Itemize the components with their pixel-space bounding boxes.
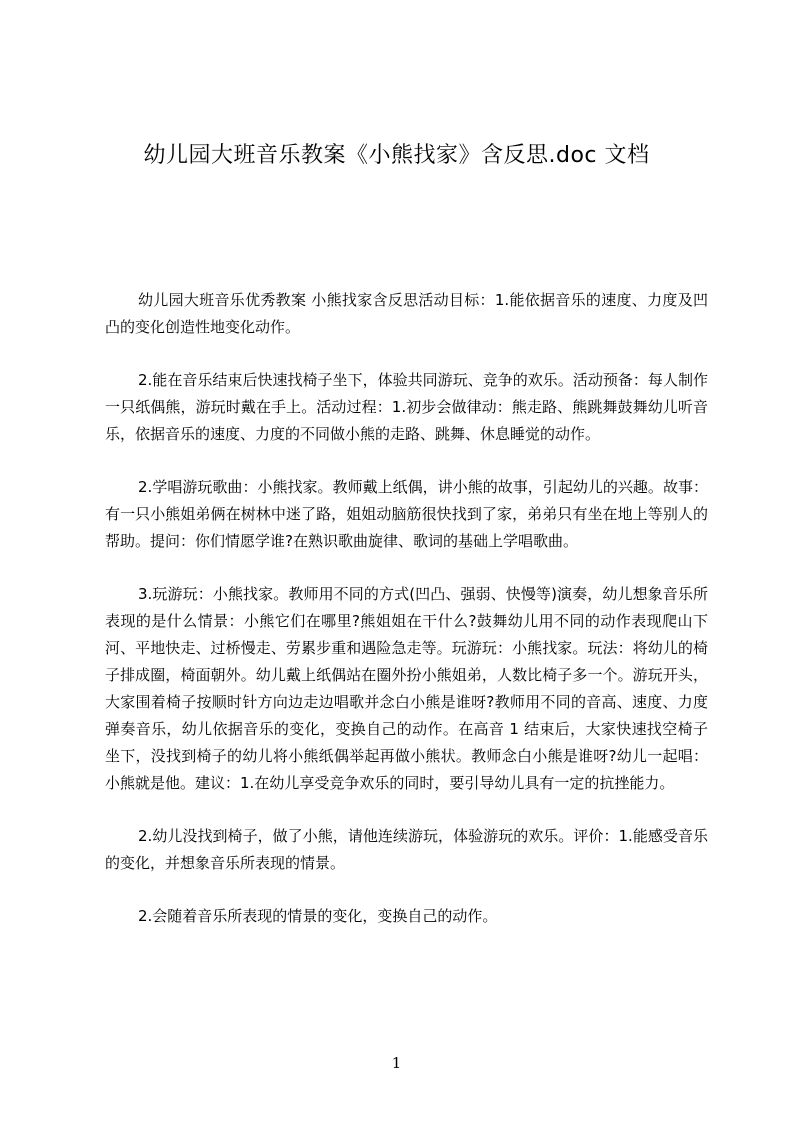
- page-number: 1: [391, 1054, 402, 1072]
- paragraph: 2.能在音乐结束后快速找椅子坐下，体验共同游玩、竞争的欢乐。活动预备：每人制作一只纸偶熊，游玩时戴在手上。活动过程：1.初步会做律动：熊走路、熊跳舞鼓舞幼儿听音乐，依据音乐的速度、力度的不同做小熊的走路、跳舞、休息睡觉的动作。: [105, 371, 708, 443]
- paragraph: 3.玩游玩：小熊找家。教师用不同的方式(凹凸、强弱、快慢等)演奏，幼儿想象音乐所表现的是什么情景：小熊它们在哪里?熊姐姐在干什么?鼓舞幼儿用不同的动作表现爬山下河、平地快走、过桥慢走、劳累步重和遇险急走等。玩游玩：小熊找家。玩法：将幼儿的椅子排成圈，椅面朝外。幼儿戴上纸偶站在圈外扮小熊姐弟，人数比椅子多一个。游玩开头，大家围着椅子按顺时针方向边走边唱歌并念白小熊是谁呀?教师用不同的音高、速度、力度弹奏音乐，幼儿依据音乐的变化，变换自己的动作。在高音 1 结束后，大家快速找空椅子坐下，没找到椅子的幼儿将小熊纸偶举起再做小熊状。教师念白小熊是谁呀?幼儿一起唱：小熊就是他。建议：1.在幼儿享受竞争欢乐的同时，要引导幼儿具有一定的抗挫能力。: [105, 585, 708, 792]
- document-body: [105, 287, 708, 956]
- paragraph: 2.幼儿没找到椅子，做了小熊，请他连续游玩，体验游玩的欢乐。评价：1.能感受音乐的变化，并想象音乐所表现的情景。: [105, 827, 708, 872]
- document-title: 幼儿园大班音乐教案《小熊找家》含反思.doc 文档: [143, 143, 650, 168]
- paragraph: 2.会随着音乐所表现的情景的变化，变换自己的动作。: [138, 907, 498, 925]
- paragraph: 2.学唱游玩歌曲：小熊找家。教师戴上纸偶，讲小熊的故事，引起幼儿的兴趣。故事：有一只小熊姐弟俩在树林中迷了路，姐姐动脑筋很快找到了家，弟弟只有坐在地上等别人的帮助。提问：你们情愿学谁?在熟识歌曲旋律、歌词的基础上学唱歌曲。: [105, 478, 708, 550]
- paragraph: 幼儿园大班音乐优秀教案 小熊找家含反思活动目标：1.能依据音乐的速度、力度及凹凸的变化创造性地变化动作。: [105, 291, 708, 336]
